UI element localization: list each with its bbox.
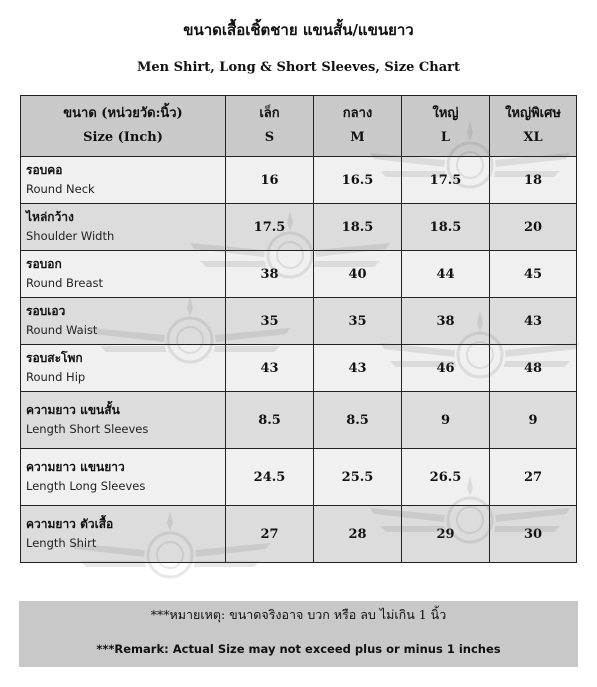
row-label <box>21 298 226 345</box>
remark-text-thai: ***หมายเหตุ: ขนาดจริงอาจ บวก หรือ ลบ ไม่เกิน 1 นิ้ว <box>150 607 447 622</box>
table-row <box>21 392 577 449</box>
size-value: 26.5 <box>402 449 490 506</box>
size-value: 35 <box>226 298 314 345</box>
size-value: 16 <box>226 157 314 204</box>
size-value: 25.5 <box>314 449 402 506</box>
row-label-en: Round Hip <box>26 370 86 384</box>
size-value: 18.5 <box>402 204 490 251</box>
size-value: 38 <box>226 251 314 298</box>
row-label <box>21 449 226 506</box>
header-size-label-th: ขนาด (หน่วยวัด:นิ้ว) <box>63 106 183 121</box>
size-value: 43 <box>314 345 402 392</box>
size-value: 44 <box>402 251 490 298</box>
row-label-en: Round Waist <box>26 323 98 337</box>
size-chart-table <box>20 95 577 563</box>
size-value: 18 <box>490 157 577 204</box>
size-value: 43 <box>226 345 314 392</box>
row-label-th: รอบคอ <box>26 163 63 177</box>
size-value: 29 <box>402 506 490 563</box>
size-value: 27 <box>226 506 314 563</box>
header-size-th: ใหญ่ <box>432 106 459 121</box>
size-value: 46 <box>402 345 490 392</box>
header-size-code: S <box>264 130 275 145</box>
header-size-l <box>402 96 490 157</box>
row-label-th: ความยาว แขนสั้น <box>26 403 120 417</box>
row-label <box>21 392 226 449</box>
header-size-m <box>314 96 402 157</box>
table-row <box>21 449 577 506</box>
size-value: 40 <box>314 251 402 298</box>
table-row <box>21 157 577 204</box>
table-row <box>21 298 577 345</box>
header-size-label <box>21 96 226 157</box>
size-value: 17.5 <box>402 157 490 204</box>
size-value: 30 <box>490 506 577 563</box>
row-label-en: Round Breast <box>26 276 104 290</box>
table-row <box>21 345 577 392</box>
row-label <box>21 345 226 392</box>
header-size-code: L <box>440 130 451 145</box>
table-header-row <box>21 96 577 157</box>
table-row <box>21 506 577 563</box>
size-value: 9 <box>402 392 490 449</box>
row-label-en: Length Short Sleeves <box>26 422 149 436</box>
header-size-label-en: Size (Inch) <box>83 130 163 145</box>
row-label-th: ความยาว ตัวเสื้อ <box>26 517 114 531</box>
row-label-en: Round Neck <box>26 182 95 196</box>
size-value: 48 <box>490 345 577 392</box>
table-row <box>21 251 577 298</box>
header-size-th: กลาง <box>342 106 373 121</box>
size-value: 17.5 <box>226 204 314 251</box>
header-size-th: ใหญ่พิเศษ <box>505 106 561 121</box>
row-label <box>21 251 226 298</box>
page-title-english: Men Shirt, Long & Short Sleeves, Size Chart <box>136 60 460 75</box>
header-size-th: เล็ก <box>259 106 280 121</box>
size-value: 35 <box>314 298 402 345</box>
size-value: 9 <box>490 392 577 449</box>
remark-box <box>19 601 578 667</box>
header-size-xl <box>490 96 577 157</box>
row-label-th: ความยาว แขนยาว <box>26 460 125 474</box>
size-value: 18.5 <box>314 204 402 251</box>
size-value: 8.5 <box>226 392 314 449</box>
size-value: 20 <box>490 204 577 251</box>
size-value: 8.5 <box>314 392 402 449</box>
header-size-s <box>226 96 314 157</box>
page-title-thai: ขนาดเสื้อเชิ้ตชาย แขนสั้น/แขนยาว <box>183 21 414 39</box>
size-value: 16.5 <box>314 157 402 204</box>
row-label-en: Length Long Sleeves <box>26 479 146 493</box>
header-size-code: M <box>350 130 365 145</box>
row-label-en: Length Shirt <box>26 536 97 550</box>
remark-text-english: ***Remark: Actual Size may not exceed plus or minus 1 inches <box>96 642 501 656</box>
row-label-th: ไหล่กว้าง <box>26 210 74 224</box>
table-row <box>21 204 577 251</box>
header-size-code: XL <box>523 130 543 145</box>
row-label <box>21 506 226 563</box>
row-label-th: รอบอก <box>26 257 62 271</box>
row-label-th: รอบสะโพก <box>26 351 83 365</box>
row-label <box>21 157 226 204</box>
size-value: 45 <box>490 251 577 298</box>
row-label <box>21 204 226 251</box>
row-label-en: Shoulder Width <box>26 229 115 243</box>
size-value: 24.5 <box>226 449 314 506</box>
size-value: 27 <box>490 449 577 506</box>
size-value: 43 <box>490 298 577 345</box>
size-value: 38 <box>402 298 490 345</box>
size-value: 28 <box>314 506 402 563</box>
row-label-th: รอบเอว <box>26 304 66 318</box>
